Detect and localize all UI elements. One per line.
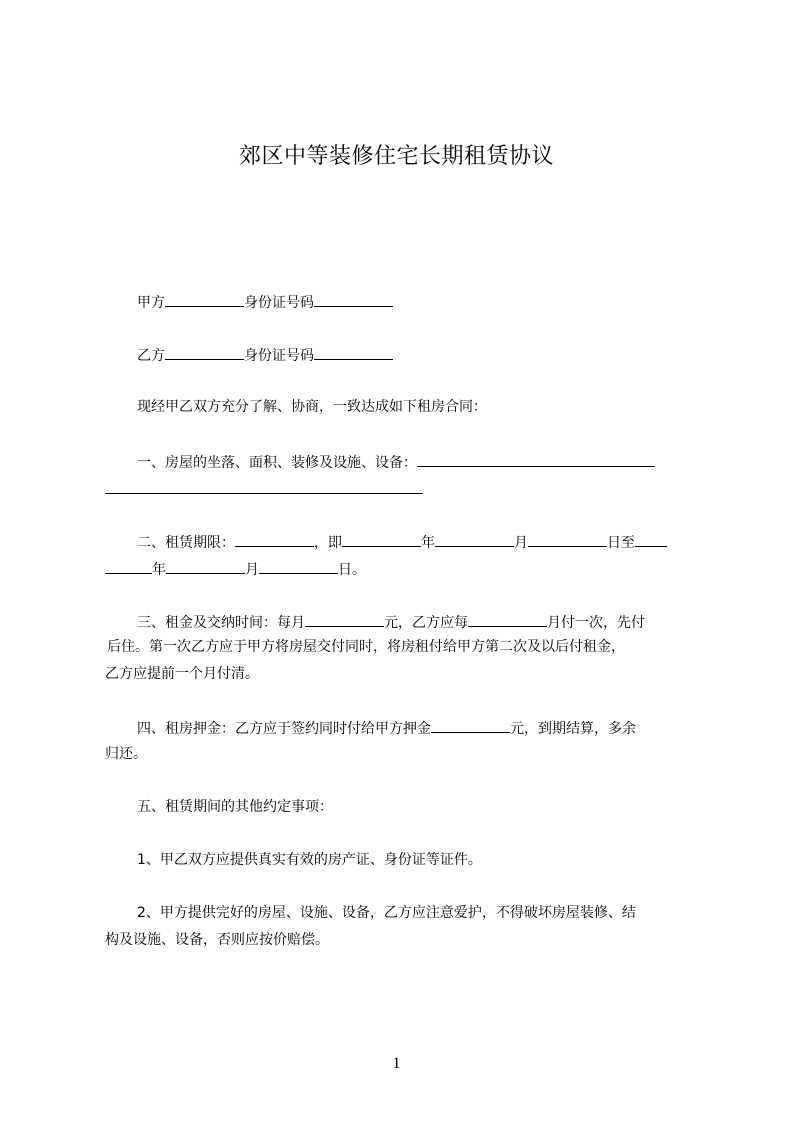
start-year-blank (342, 531, 421, 547)
party-b-name-blank (165, 344, 244, 360)
clause-1-line-2 (105, 478, 423, 500)
end-year-blank-part-1 (635, 531, 667, 547)
start-month-blank (435, 531, 514, 547)
clause-2-month-1: 月 (514, 535, 528, 551)
party-b-line (137, 344, 393, 366)
clause-1-blank-2 (105, 478, 423, 494)
clause-1-text: 一、房屋的坐落、面积、装修及设施、设备： (137, 455, 417, 471)
end-day-blank (259, 558, 338, 574)
party-a-id-label: 身份证号码 (244, 295, 314, 311)
clause-5-item-2-line-2: 构及设施、设备，否则应按价赔偿。 (105, 932, 329, 948)
clause-2-prefix: 二、租赁期限： (137, 535, 235, 551)
party-b-id-blank (314, 344, 393, 360)
party-a-label: 甲方 (137, 295, 165, 311)
clause-2-line-1 (137, 531, 667, 553)
party-b-label: 乙方 (137, 348, 165, 364)
end-year-blank-part-2 (105, 558, 152, 574)
clause-3-line-1 (137, 611, 645, 633)
clause-3-text-c: 月付一次，先付 (547, 615, 645, 631)
intro-paragraph: 现经甲乙双方充分了解、协商，一致达成如下租房合同： (137, 399, 487, 415)
clause-4-line-2: 归还。 (105, 746, 147, 762)
clause-5-heading: 五、租赁期间的其他约定事项： (137, 799, 333, 815)
term-length-blank (235, 531, 314, 547)
clause-2-day-to: 日至 (607, 535, 635, 551)
clause-4-text-a: 四、租房押金：乙方应于签约同时付给甲方押金 (137, 721, 431, 737)
payment-interval-blank (468, 611, 547, 627)
clause-5-item-2-line-1: 2、甲方提供完好的房屋、设施、设备，乙方应注意爱护，不得破坏房屋装修、结 (137, 905, 636, 921)
party-b-id-label: 身份证号码 (244, 348, 314, 364)
party-a-line (137, 291, 393, 313)
clause-2-ji: ，即 (314, 535, 342, 551)
clause-5-item-1: 1、甲乙双方应提供真实有效的房产证、身份证等证件。 (137, 852, 482, 868)
clause-3-line-3: 乙方应提前一个月付清。 (105, 666, 259, 682)
end-month-blank (166, 558, 245, 574)
clause-3-text-b: 元，乙方应每 (384, 615, 468, 631)
clause-2-day-end: 日。 (338, 562, 366, 578)
document-title: 郊区中等装修住宅长期租赁协议 (238, 144, 554, 169)
clause-4-text-b: 元，到期结算，多余 (510, 721, 636, 737)
clause-2-year-1: 年 (421, 535, 435, 551)
clause-2-year-2: 年 (152, 562, 166, 578)
clause-4-line-1 (137, 717, 636, 739)
deposit-blank (431, 717, 510, 733)
start-day-blank (528, 531, 607, 547)
clause-2-month-2: 月 (245, 562, 259, 578)
clause-1-blank-1 (417, 451, 655, 467)
party-a-name-blank (165, 291, 244, 307)
page-number: 1 (392, 1055, 401, 1072)
clause-3-text-a: 三、租金及交纳时间：每月 (137, 615, 305, 631)
party-a-id-blank (314, 291, 393, 307)
clause-2-line-2 (105, 558, 366, 580)
clause-1-line-1 (137, 451, 655, 473)
clause-3-line-2: 后住。第一次乙方应于甲方将房屋交付同时，将房租付给甲方第二次及以后付租金， (107, 639, 625, 655)
monthly-rent-blank (305, 611, 384, 627)
